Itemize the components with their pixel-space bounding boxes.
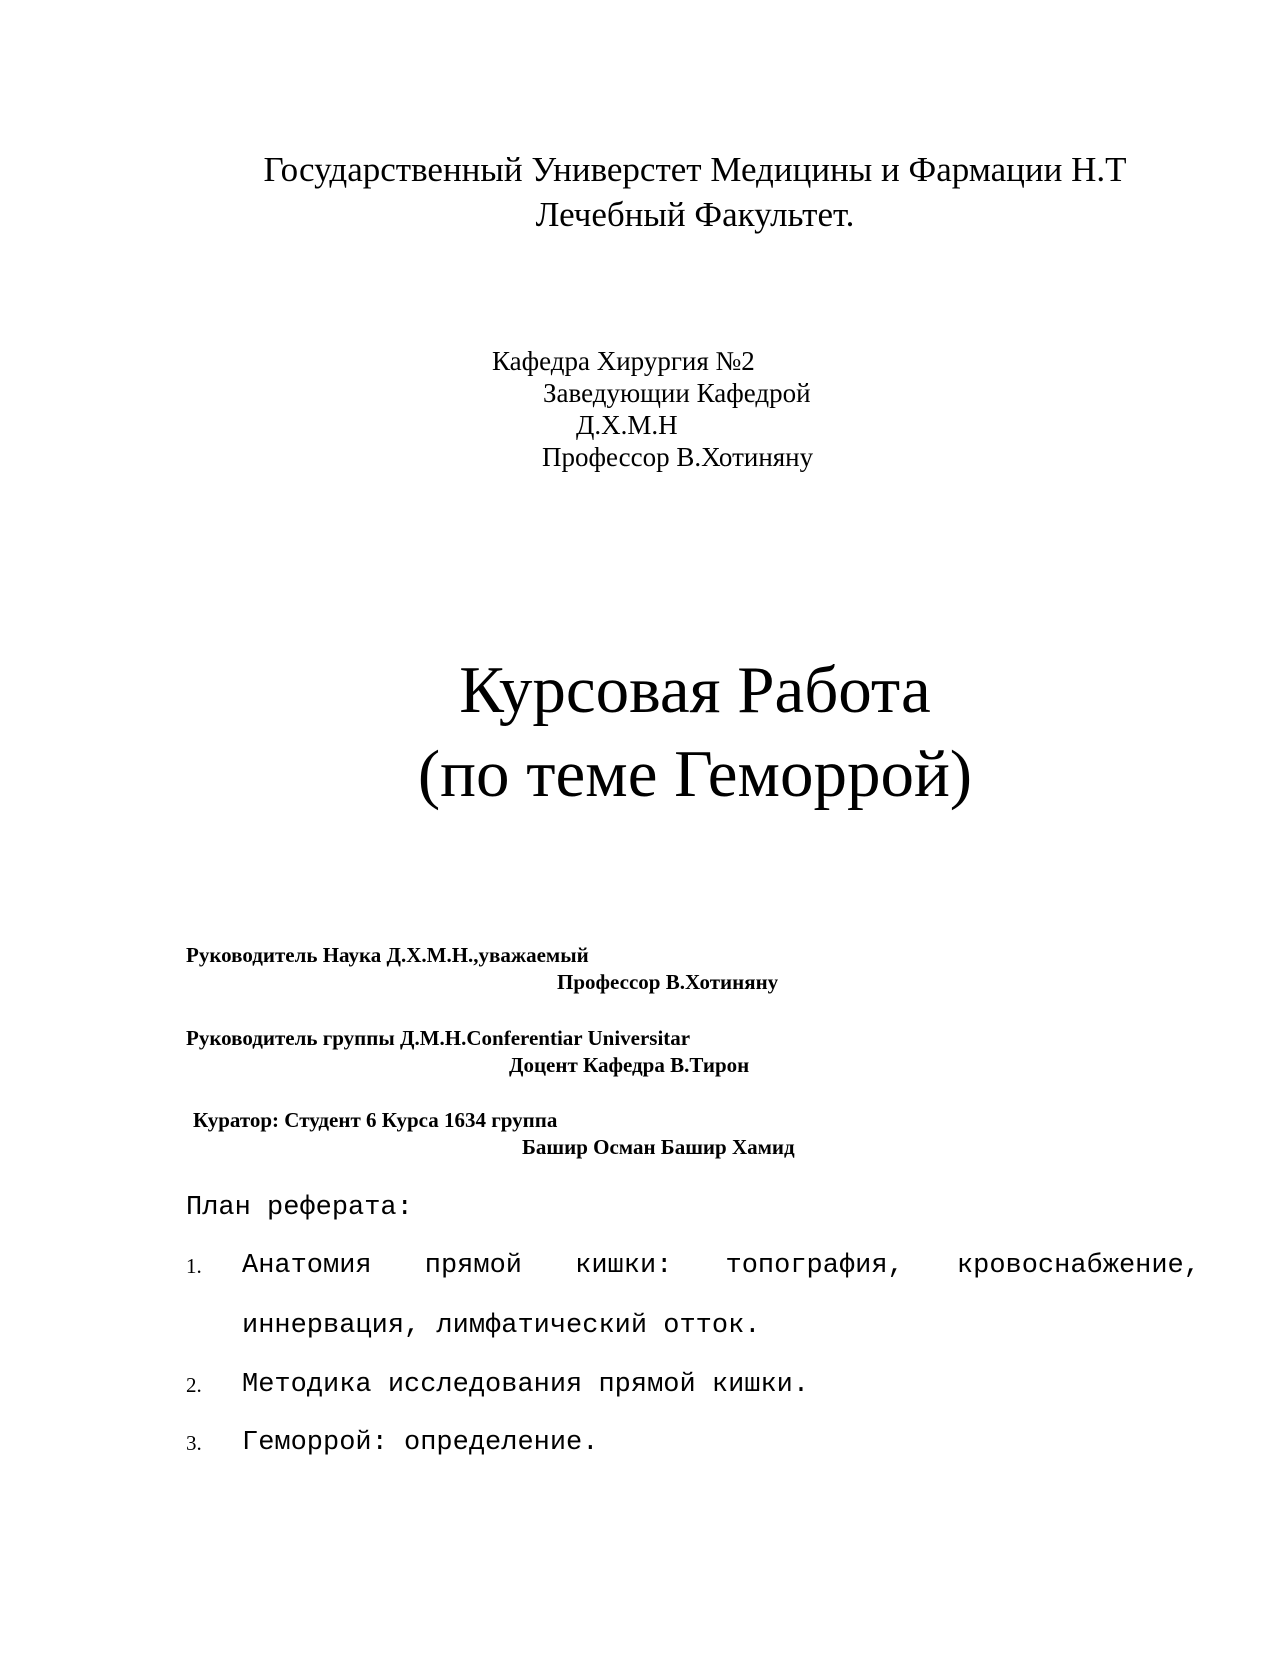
department-head-title: Заведующии Кафедрой [543,378,811,408]
group-head-label: Руководитель группы Д.М.Н.Conferentiar Universitar [186,1026,691,1050]
list-item-text [242,1250,1200,1282]
list-item-text-continuation: иннервация, лимфатический отток. [242,1311,761,1341]
word: топография, [725,1251,904,1281]
list-item-number: 2. [186,1373,202,1397]
list-item-number: 1. [186,1254,202,1278]
curator-name: Башир Осман Башир Хамид [522,1135,795,1159]
science-head-name: Профессор В.Хотиняну [557,970,779,994]
plan-heading: План реферата: [186,1193,413,1223]
document-subtitle: (по теме Геморрой) [417,737,973,811]
document-title: Курсовая Работа [459,653,931,727]
curator-label: Куратор: Студент 6 Курса 1634 группа [193,1108,558,1132]
list-item-text: Методика исследования прямой кишки. [242,1370,810,1400]
list-item-number: 3. [186,1431,202,1455]
faculty-name: Лечебный Факультет. [535,195,855,234]
science-head-label: Руководитель Наука Д.Х.М.Н.,уважаемый [186,943,589,967]
list-item-text: Геморрой: определение. [242,1428,599,1458]
word: Анатомия [242,1251,372,1281]
word: прямой [424,1251,522,1281]
university-name: Государственный Универстет Медицины и Фармации Н.Т [263,150,1127,189]
word: кровоснабжение, [956,1251,1200,1281]
department-head-name: Профессор В.Хотиняну [542,442,814,472]
department-name: Кафедра Хирургия №2 [492,346,755,376]
department-head-degree: Д.Х.М.Н [576,410,678,440]
word: кишки: [575,1251,673,1281]
group-head-name: Доцент Кафедра В.Тирон [509,1053,750,1077]
